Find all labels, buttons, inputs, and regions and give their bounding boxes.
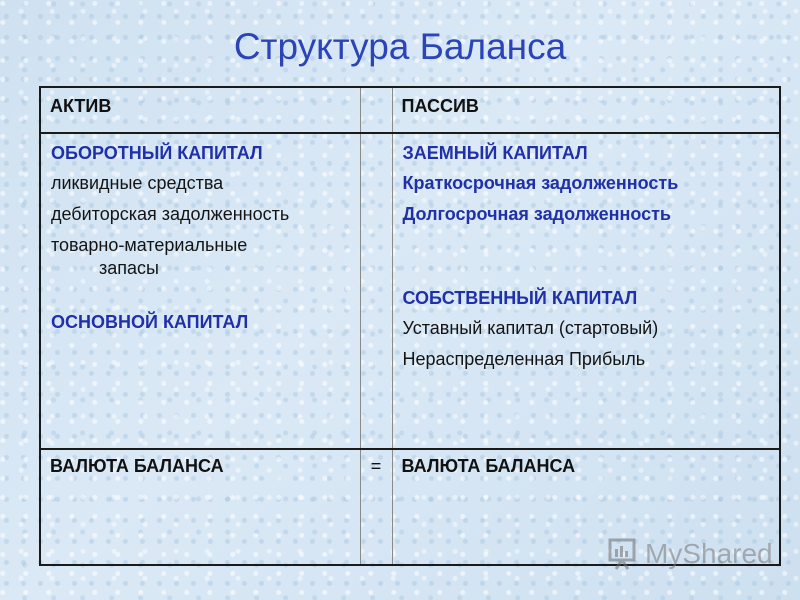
assets-item: дебиторская задолженность (51, 204, 290, 224)
table-header-row (40, 87, 780, 133)
assets-header: АКТИВ (50, 96, 112, 116)
presentation-board-icon (607, 537, 641, 571)
watermark-text: MyShared (645, 538, 773, 569)
assets-item-continuation: запасы (99, 258, 159, 278)
assets-total-label: ВАЛЮТА БАЛАНСА (50, 456, 224, 476)
table-body-row (40, 133, 780, 449)
assets-header-cell (40, 87, 360, 133)
equity-heading: СОБСТВЕННЫЙ КАПИТАЛ (402, 288, 638, 308)
divider-header-cell (360, 87, 392, 133)
equals-cell (360, 449, 392, 565)
liabilities-cell (392, 133, 780, 449)
equity-item: Уставный капитал (стартовый) (402, 318, 659, 338)
assets-total-cell (40, 449, 360, 565)
equals-sign: = (370, 456, 382, 476)
liabilities-header: ПАССИВ (401, 96, 479, 116)
assets-item: ликвидные средства (51, 173, 224, 193)
current-capital-heading: ОБОРОТНЫЙ КАПИТАЛ (51, 143, 263, 163)
liabilities-header-cell (392, 87, 780, 133)
fixed-capital-heading: ОСНОВНОЙ КАПИТАЛ (51, 312, 249, 332)
liabilities-block (393, 134, 780, 375)
assets-cell (40, 133, 360, 449)
assets-block (41, 134, 360, 337)
liabilities-total-label: ВАЛЮТА БАЛАНСА (401, 456, 576, 476)
assets-item: товарно-материальные (51, 235, 248, 255)
borrowed-item: Долгосрочная задолженность (402, 204, 671, 224)
borrowed-capital-heading: ЗАЕМНЫЙ КАПИТАЛ (402, 143, 588, 163)
page-title: Структура Баланса (233, 26, 567, 67)
borrowed-item: Краткосрочная задолженность (402, 173, 679, 193)
divider-body-cell (360, 133, 392, 449)
equity-item: Нераспределенная Прибыль (402, 349, 646, 369)
watermark (607, 537, 773, 571)
balance-table (39, 86, 781, 566)
